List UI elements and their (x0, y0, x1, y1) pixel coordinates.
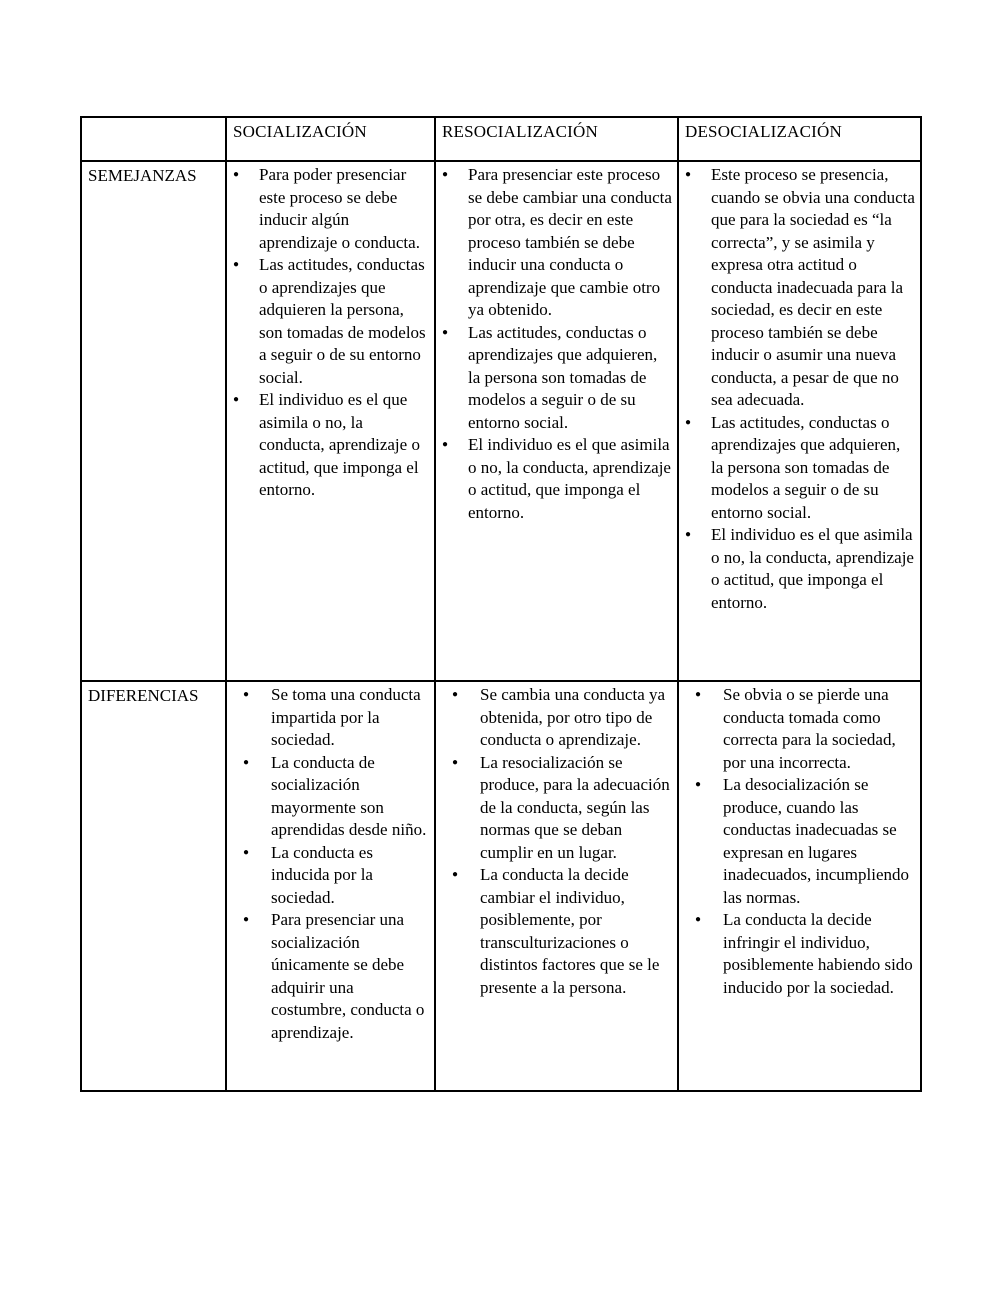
header-socializacion: SOCIALIZACIÓN (233, 122, 367, 141)
bullet-item: ● Se toma una conducta impartida por la sociedad. (227, 684, 430, 752)
cell-diferencias-resocializacion (435, 681, 678, 1091)
bullet-list (679, 162, 920, 616)
bullet-item: ● El individuo es el que asimila o no, la conducta, aprendizaje o actitud, que imponga el entorno. (436, 434, 673, 524)
cell-diferencias-desocializacion (678, 681, 921, 1091)
cell-diferencias-socializacion (226, 681, 435, 1091)
row-label-cell (81, 161, 226, 681)
row-diferencias (81, 681, 921, 1091)
row-label-diferencias: DIFERENCIAS (88, 686, 199, 705)
bullet-item: ● El individuo es el que asimila o no, la conducta, aprendizaje o actitud, que imponga el entorno. (679, 524, 916, 614)
bullet-list (679, 682, 920, 1001)
header-cell-resocializacion (435, 117, 678, 161)
cell-semejanzas-desocializacion (678, 161, 921, 681)
bullet-item: ● La conducta de socialización mayormente son aprendidas desde niño. (227, 752, 430, 842)
bullet-item: ● La desocialización se produce, cuando las conductas inadecuadas se expresan en lugares inadecuados, incumpliendo las normas. (679, 774, 916, 909)
header-row (81, 117, 921, 161)
bullet-item: ● La resocialización se produce, para la adecuación de la conducta, según las normas que se deban cumplir en un lugar. (436, 752, 673, 865)
bullet-list (436, 162, 677, 526)
cell-semejanzas-socializacion (226, 161, 435, 681)
bullet-item: ● Para presenciar este proceso se debe cambiar una conducta por otra, es decir en este proceso también se debe inducir una conducta o aprendizaje que cambie otro ya obtenido. (436, 164, 673, 322)
header-desocializacion: DESOCIALIZACIÓN (685, 122, 842, 141)
row-label-semejanzas: SEMEJANZAS (88, 166, 197, 185)
row-semejanzas (81, 161, 921, 681)
header-cell-desocializacion (678, 117, 921, 161)
header-cell-socializacion (226, 117, 435, 161)
bullet-list (227, 162, 434, 504)
bullet-item: ● Las actitudes, conductas o aprendizajes que adquieren la persona, son tomadas de modelos a seguir o de su entorno social. (227, 254, 430, 389)
row-label-cell (81, 681, 226, 1091)
bullet-item: ● Este proceso se presencia, cuando se obvia una conducta que para la sociedad es “la correcta”, y se asimila y expresa otra actitud o conducta inadecuada para la sociedad, es decir en este proceso también se debe inducir o asumir una nueva conducta, a pesar de que no sea adecuada. (679, 164, 916, 412)
bullet-item: ● Para presenciar una socialización únicamente se debe adquirir una costumbre, conducta o aprendizaje. (227, 909, 430, 1044)
cell-semejanzas-resocializacion (435, 161, 678, 681)
header-resocializacion: RESOCIALIZACIÓN (442, 122, 598, 141)
bullet-item: ● El individuo es el que asimila o no, la conducta, aprendizaje o actitud, que imponga el entorno. (227, 389, 430, 502)
bullet-item: ● Las actitudes, conductas o aprendizajes que adquieren, la persona son tomadas de modelos a seguir o de su entorno social. (679, 412, 916, 525)
bullet-item: ● Se cambia una conducta ya obtenida, por otro tipo de conducta o aprendizaje. (436, 684, 673, 752)
header-empty-cell (81, 117, 226, 161)
comparison-table (80, 116, 922, 1092)
bullet-item: ● La conducta la decide infringir el individuo, posiblemente habiendo sido inducido por la sociedad. (679, 909, 916, 999)
bullet-item: ● Se obvia o se pierde una conducta tomada como correcta para la sociedad, por una incorrecta. (679, 684, 916, 774)
bullet-item: ● La conducta es inducida por la sociedad. (227, 842, 430, 910)
bullet-list (436, 682, 677, 1001)
bullet-item: ● Las actitudes, conductas o aprendizajes que adquieren, la persona son tomadas de modelos a seguir o de su entorno social. (436, 322, 673, 435)
bullet-list (227, 682, 434, 1046)
bullet-item: ● Para poder presenciar este proceso se debe inducir algún aprendizaje o conducta. (227, 164, 430, 254)
bullet-item: ● La conducta la decide cambiar el individuo, posiblemente, por transculturizaciones o distintos factores que se le presente a la persona. (436, 864, 673, 999)
